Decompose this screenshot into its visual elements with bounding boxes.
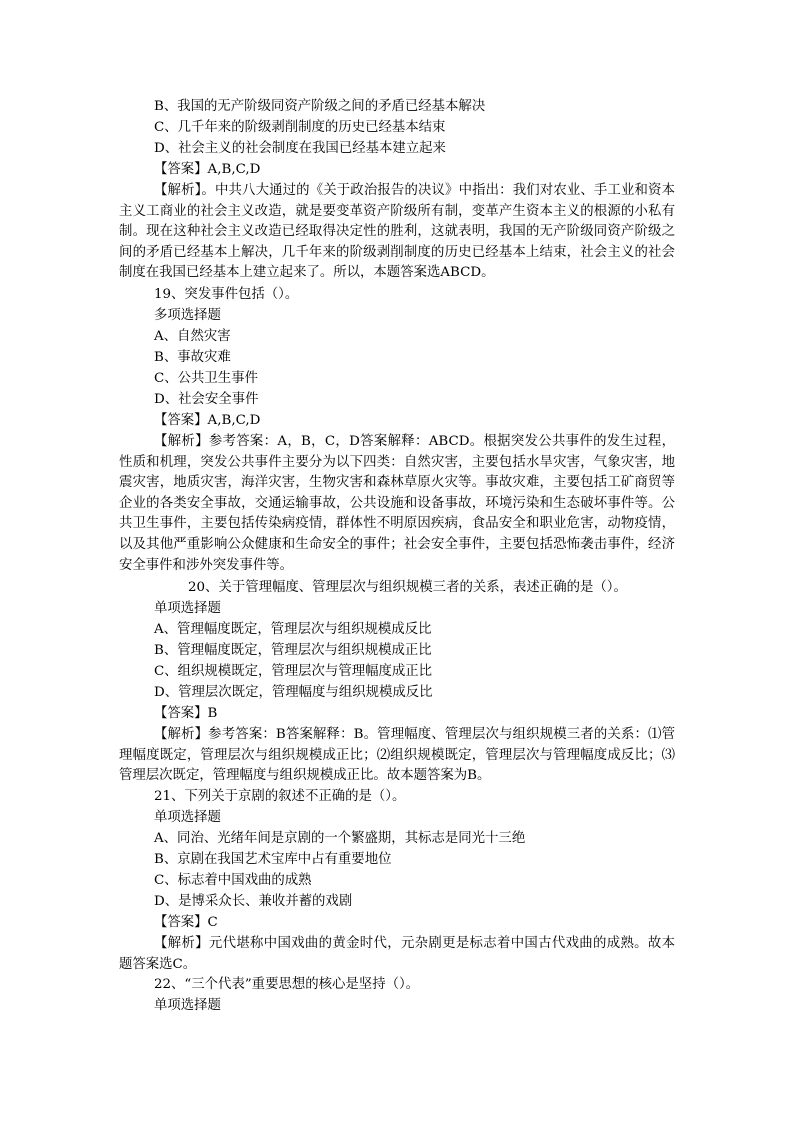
q21-option-d: D、是博采众长、兼收并蓄的戏剧 bbox=[154, 894, 353, 909]
q21-explanation: 【解析】元代堪称中国戏曲的黄金时代，元杂剧更是标志着中国古代戏曲的成熟。故本题答案选C。 bbox=[119, 936, 675, 972]
q21-type: 单项选择题 bbox=[154, 810, 221, 825]
q20-option-d: D、管理层次既定，管理幅度与组织规模成反比 bbox=[154, 685, 433, 700]
q18-explanation: 【解析】。中共八大通过的《关于政治报告的决议》中指出：我们对农业、手工业和资本主义工商业的社会主义改造，就是要变革资产阶级所有制，变革产生资本主义的根源的小私有制。现在这种社会主义改造已经取得决定性的胜利，这就表明，我国的无产阶级同资产阶级之间的矛盾已经基本上解决，几千年来的阶级剥削制度的历史已经基本上结束，社会主义的社会制度在我国已经基本上建立起来了。所以，本题答案选ABCD。 bbox=[119, 183, 675, 281]
q19-option-a: A、自然灾害 bbox=[154, 329, 231, 344]
q20-option-a: A、管理幅度既定，管理层次与组织规模成反比 bbox=[154, 622, 432, 637]
q19-stem: 19、突发事件包括（）。 bbox=[154, 287, 299, 302]
q19-explanation: 【解析】参考答案：A，B，C，D答案解释：ABCD。根据突发公共事件的发生过程，性质和机理，突发公共事件主要分为以下四类：自然灾害，主要包括水旱灾害，气象灾害，地震灾害，地质灾害，海洋灾害，生物灾害和森林草原火灾等。事故灾难，主要包括工矿商贸等企业的各类安全事故，交通运输事故，公共设施和设备事故，环境污染和生态破坏事件等。公共卫生事件，主要包括传染病疫情，群体性不明原因疾病，食品安全和职业危害，动物疫情，以及其他严重影响公众健康和生命安全的事件；社会安全事件，主要包括恐怖袭击事件，经济安全事件和涉外突发事件等。 bbox=[119, 434, 675, 573]
q19-answer: 【答案】A,B,C,D bbox=[154, 413, 261, 428]
q22-stem: 22、“三个代表”重要思想的核心是坚持（）。 bbox=[154, 977, 420, 992]
q22-type: 单项选择题 bbox=[154, 998, 221, 1013]
q19-option-d: D、社会安全事件 bbox=[154, 392, 259, 407]
q21-stem: 21、下列关于京剧的叙述不正确的是（）。 bbox=[154, 789, 406, 804]
q18-answer: 【答案】A,B,C,D bbox=[154, 162, 261, 177]
q21-option-a: A、同治、光绪年间是京剧的一个繁盛期，其标志是同光十三绝 bbox=[154, 831, 526, 846]
q19-option-b: B、事故灾难 bbox=[154, 350, 231, 365]
q20-answer: 【答案】B bbox=[154, 706, 218, 721]
q21-option-c: C、标志着中国戏曲的成熟 bbox=[154, 873, 312, 888]
q19-option-c: C、公共卫生事件 bbox=[154, 371, 258, 386]
q20-explanation: 【解析】参考答案：B答案解释：B。管理幅度、管理层次与组织规模三者的关系：⑴管理幅度既定，管理层次与组织规模成正比；⑵组织规模既定，管理层次与管理幅度成反比；⑶管理层次既定，管理幅度与组织规模成正比。故本题答案为B。 bbox=[119, 727, 675, 784]
q18-option-b: B、我国的无产阶级同资产阶级之间的矛盾已经基本解决 bbox=[154, 99, 486, 114]
q20-option-b: B、管理幅度既定，管理层次与组织规模成正比 bbox=[154, 643, 432, 658]
q18-option-d: D、社会主义的社会制度在我国已经基本建立起来 bbox=[154, 141, 446, 156]
q19-type: 多项选择题 bbox=[154, 308, 221, 323]
q21-answer: 【答案】C bbox=[154, 915, 218, 930]
q20-stem: 20、关于管理幅度、管理层次与组织规模三者的关系，表述正确的是（）。 bbox=[188, 580, 627, 595]
q21-option-b: B、京剧在我国艺术宝库中占有重要地位 bbox=[154, 852, 392, 867]
q20-type: 单项选择题 bbox=[154, 601, 221, 616]
q20-option-c: C、组织规模既定，管理层次与管理幅度成正比 bbox=[154, 664, 433, 679]
q18-option-c: C、几千年来的阶级剥削制度的历史已经基本结束 bbox=[154, 120, 446, 135]
